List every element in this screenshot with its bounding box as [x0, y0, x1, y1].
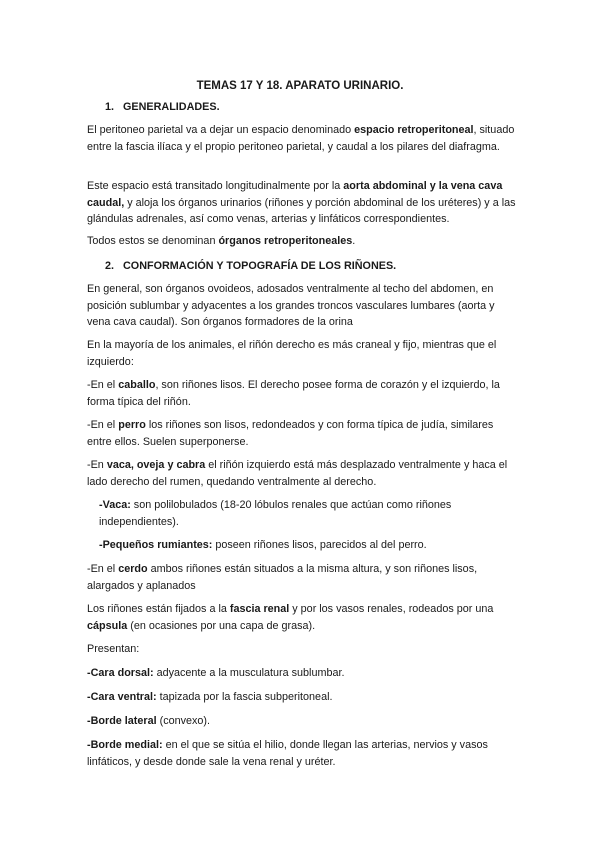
paragraph-en-general: En general, son órganos ovoideos, adosados ventralmente al techo del abdomen, en posición sublumbar y adyacentes a los grandes troncos vasculares lumbares (aorta y vena cava caudal). Son órganos formadores de la orina [87, 283, 495, 328]
paragraph-borde-medial [87, 737, 517, 770]
paragraph-vaca-oveja-cabra [87, 457, 517, 490]
text: el riñón izquierdo está más desplazado ventralmente y haca el lado derecho del rumen, quedando ventralmente al derecho. [87, 459, 508, 488]
paragraph-aorta-vena-cava [87, 178, 517, 228]
paragraph-cerdo [87, 561, 517, 594]
bold-term: -Cara dorsal: [87, 667, 154, 679]
paragraph-pequenos-rumiantes [99, 537, 519, 554]
text: en el que se sitúa el hilio, donde llegan las arterias, nervios y vasos linfáticos, y desde donde sale la vena renal y uréter. [87, 739, 488, 768]
bold-term: vaca, oveja y cabra [106, 459, 206, 471]
text: y por los vasos renales, rodeados por una [289, 603, 494, 615]
bold-term: -Borde lateral [87, 715, 157, 727]
section-heading-generalidades [105, 101, 220, 113]
bold-term: cerdo [118, 563, 148, 575]
paragraph-caballo [87, 377, 517, 410]
paragraph-cara-ventral [87, 689, 517, 706]
section-title: CONFORMACIÓN Y TOPOGRAFÍA DE LOS RIÑONES. [123, 260, 397, 272]
paragraph-fijacion-rinones [87, 601, 517, 634]
bold-term: aorta abdominal y la vena cava caudal, [87, 180, 503, 209]
paragraph-rinon-derecho: En la mayoría de los animales, el riñón derecho es más craneal y fijo, mientras que el izquierdo: [87, 339, 497, 368]
text: -En el [87, 379, 119, 391]
text: Este espacio está transitado longitudinalmente por la [87, 180, 344, 192]
text: (en ocasiones por una capa de grasa). [127, 619, 316, 632]
section-title: GENERALIDADES. [123, 101, 220, 113]
text: , son riñones lisos. El derecho posee forma de corazón y el izquierdo, la forma típica del riñón. [87, 379, 500, 408]
bold-term: espacio retroperitoneal [354, 124, 474, 136]
paragraph-perro [87, 417, 517, 450]
text: son polilobulados (18-20 lóbulos renales que actúan como riñones independientes). [99, 499, 452, 528]
text: los riñones son lisos, redondeados y con forma típica de judía, similares entre ellos. Suelen superponerse. [87, 419, 494, 448]
text: . [352, 235, 356, 247]
text: poseen riñones lisos, parecidos al del perro. [212, 539, 427, 551]
bold-term: perro [118, 419, 146, 431]
bold-term: -Vaca: [99, 499, 131, 511]
document-title: TEMAS 17 Y 18. APARATO URINARIO. [196, 80, 404, 92]
text: Todos estos se denominan [87, 235, 219, 247]
text: adyacente a la musculatura sublumbar. [153, 667, 345, 679]
section-heading-conformacion [105, 260, 396, 272]
paragraph-organos-retroperitoneales [87, 233, 517, 250]
text: tapizada por la fascia subperitoneal. [156, 691, 333, 703]
text: El peritoneo parietal va a dejar un espacio denominado [87, 124, 355, 136]
bold-term: órganos retroperitoneales [218, 235, 353, 247]
text: , situado entre la fascia ilíaca y el propio peritoneo parietal, y caudal a los pilares del diafragma. [87, 124, 515, 153]
text: -En [87, 459, 107, 471]
section-number: 1. [105, 101, 115, 113]
paragraph-borde-lateral [87, 713, 517, 730]
paragraph-presentan: Presentan: [87, 643, 140, 655]
bold-term: -Pequeños rumiantes: [99, 539, 213, 551]
text: y aloja los órganos urinarios (riñones y porción abdominal de los uréteres) y a las glándulas adrenales, así como venas, arterias y linfáticos correspondientes. [87, 196, 516, 225]
text: ambos riñones están situados a la misma altura, y son riñones lisos, alargados y aplanados [87, 563, 478, 592]
section-number: 2. [105, 260, 115, 272]
bold-term: -Borde medial: [87, 739, 163, 751]
text: Los riñones están fijados a la [87, 603, 230, 615]
paragraph-cara-dorsal [87, 665, 517, 682]
bold-term: fascia renal [229, 603, 290, 615]
text: -En el [87, 563, 119, 575]
paragraph-espacio-retroperitoneal [87, 122, 517, 155]
bold-term: cápsula [87, 619, 128, 632]
text: (convexo). [156, 715, 211, 727]
bold-term: -Cara ventral: [87, 691, 157, 703]
bold-term: caballo [118, 379, 156, 391]
text: -En el [87, 419, 119, 431]
paragraph-vaca [99, 497, 519, 530]
